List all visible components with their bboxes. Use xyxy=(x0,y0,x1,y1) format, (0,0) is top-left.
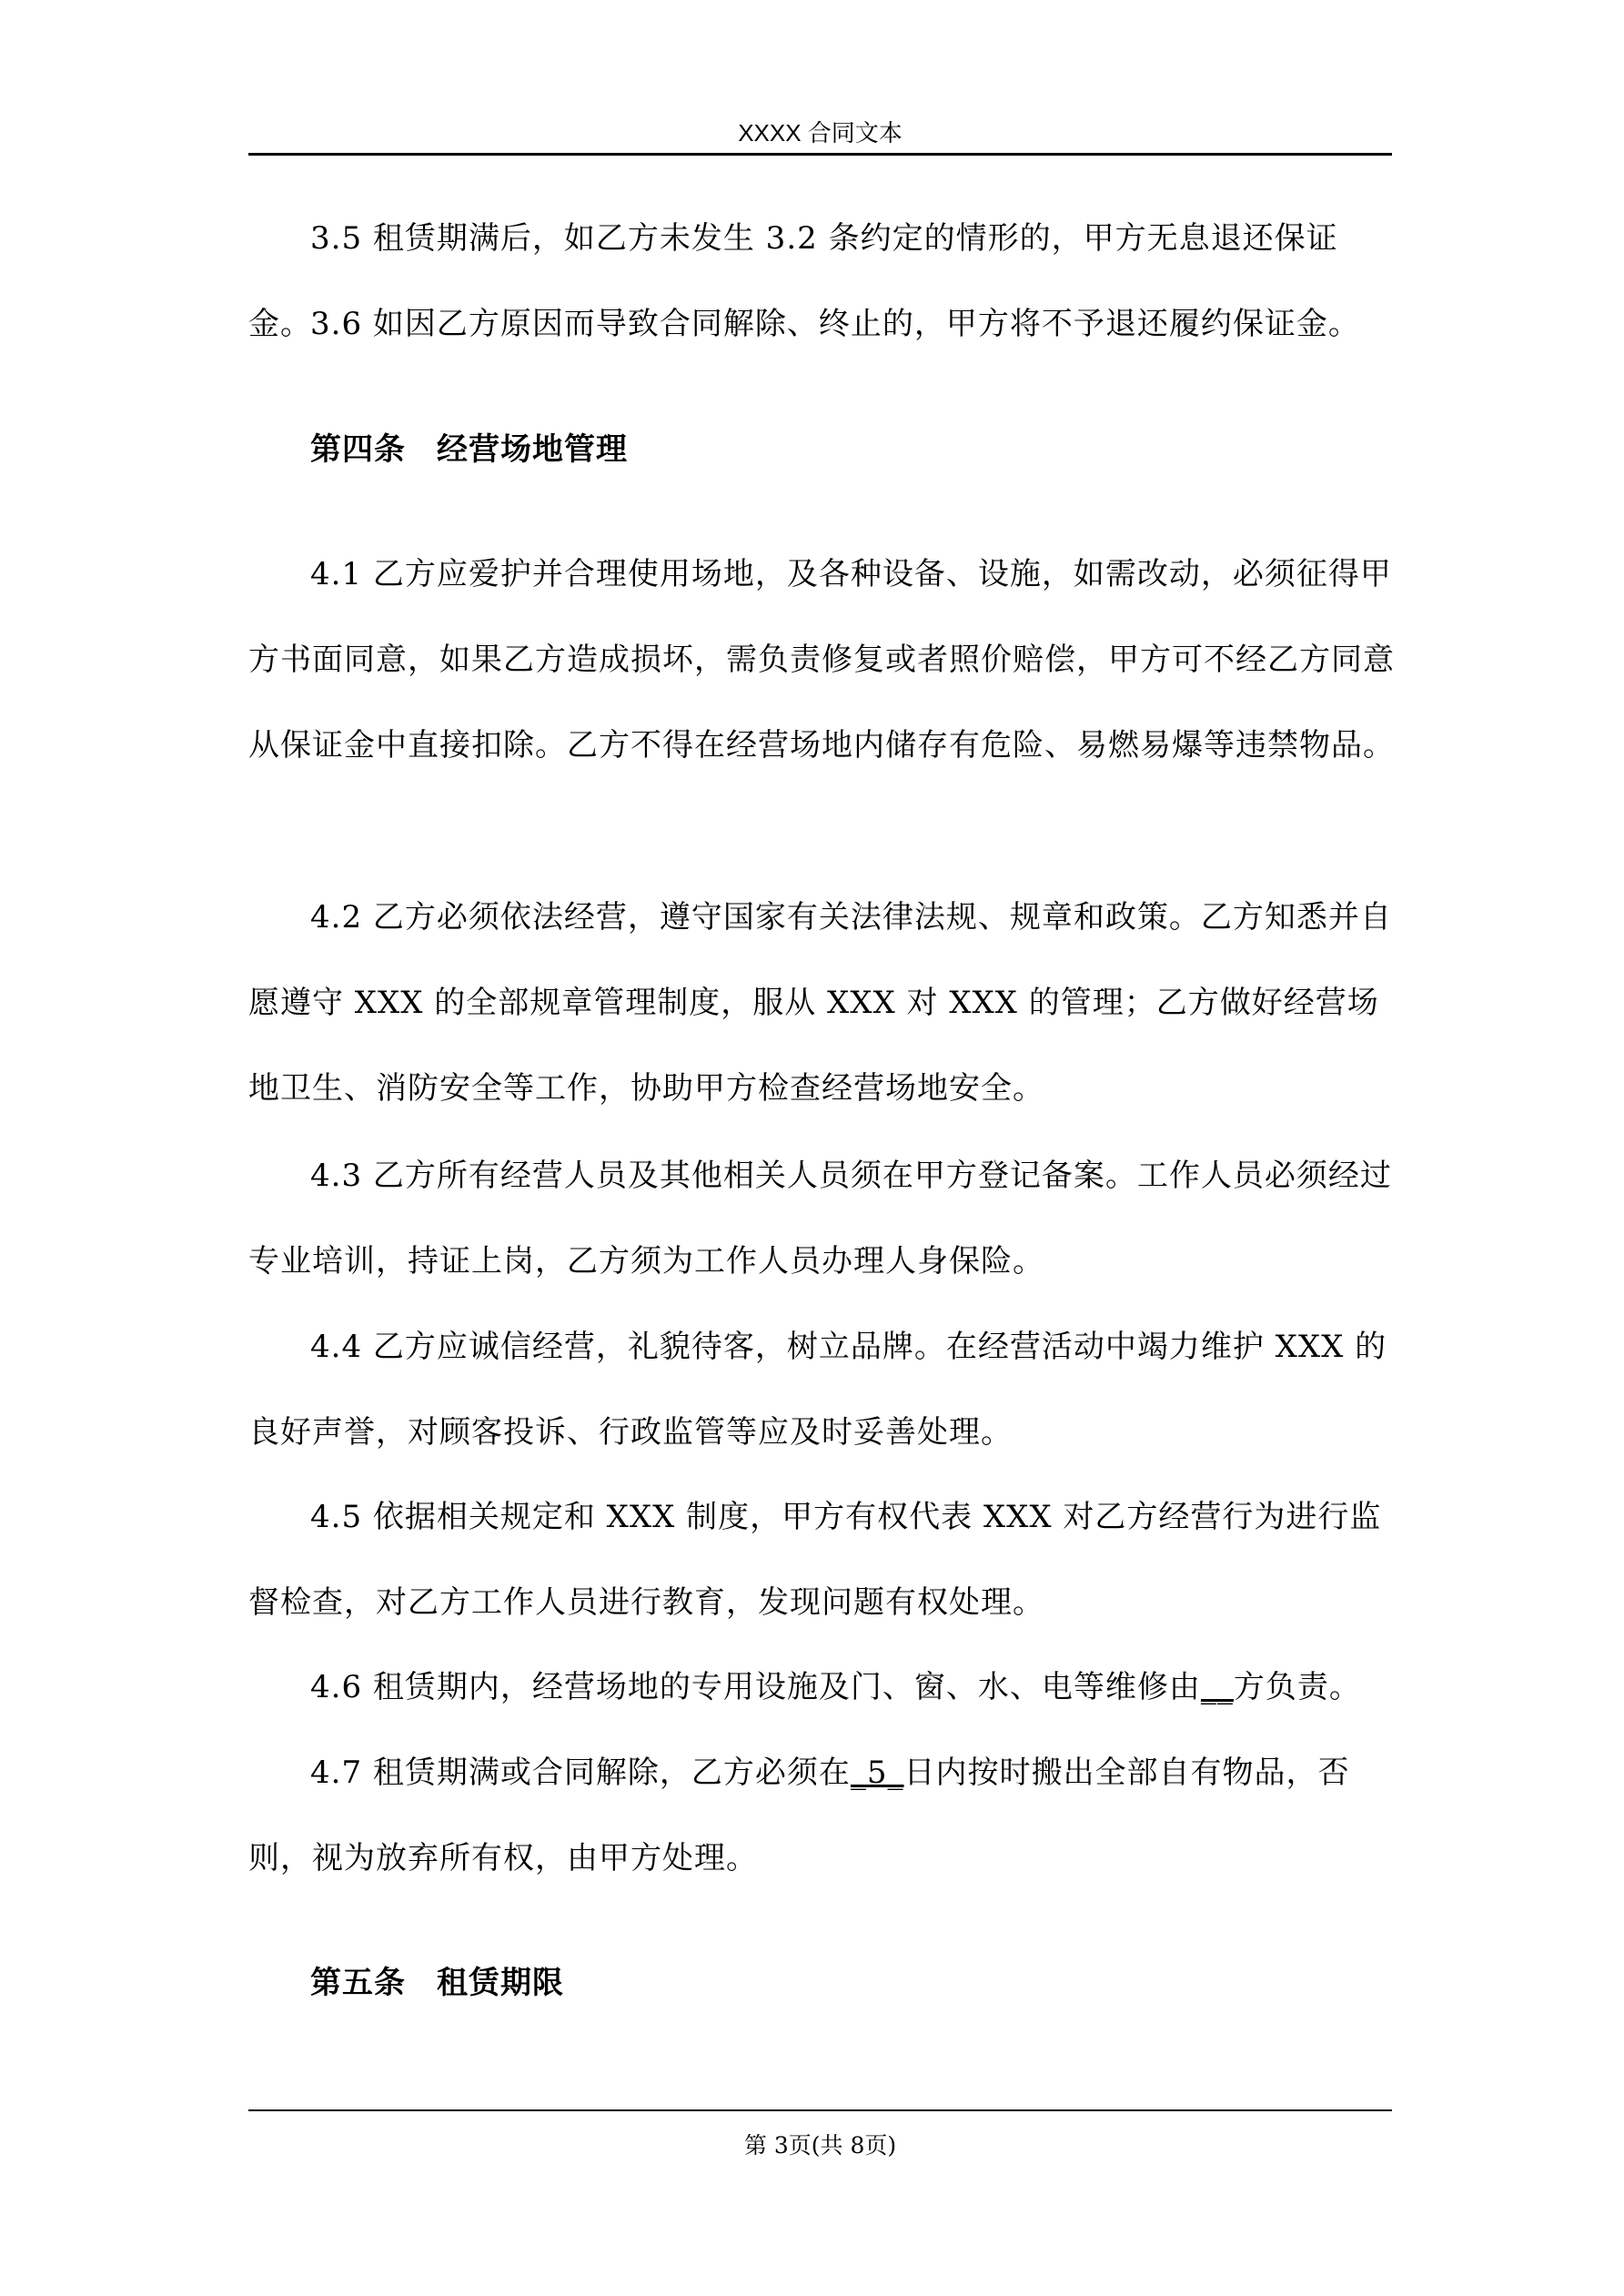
clause-4-4: 4.4 乙方应诚信经营，礼貌待客，树立品牌。在经营活动中竭力维护 XXX 的良好声誉，对顾客投诉、行政监管等应及时妥善处理。 xyxy=(248,1329,1387,1451)
clause-4-5: 4.5 依据相关规定和 XXX 制度，甲方有权代表 XXX 对乙方经营行为进行监督检查，对乙方工作人员进行教育，发现问题有权处理。 xyxy=(248,1499,1382,1621)
clause-4-7 xyxy=(248,1730,1397,1901)
clause-3-6: 3.6 如因乙方原因而导致合同解除、终止的，甲方将不予退还履约保证金。 xyxy=(310,306,1360,342)
article-4-heading xyxy=(310,422,628,477)
article-4-title: 经营场地管理 xyxy=(437,431,628,468)
clause-4-6-text-after: 方负责。 xyxy=(1233,1669,1361,1705)
clause-4-2: 4.2 乙方必须依法经营，遵守国家有关法律法规、规章和政策。乙方知悉并自愿遵守 XXX 的全部规章管理制度，服从 XXX 对 XXX 的管理；乙方做好经营场地卫生、消防安全等工作，协助甲方检查经营场地安全。 xyxy=(248,899,1392,1107)
clause-4-6 xyxy=(248,1644,1397,1730)
clause-4-6-blank: __ xyxy=(1200,1669,1234,1705)
clause-4-3: 4.3 乙方所有经营人员及其他相关人员须在甲方登记备案。工作人员必须经过专业培训，持证上岗，乙方须为工作人员办理人身保险。 xyxy=(248,1158,1392,1279)
article-5-title: 租赁期限 xyxy=(437,1965,564,2001)
page-number: 第 3页(共 8页) xyxy=(743,2132,897,2159)
article-5-heading xyxy=(310,1956,564,2010)
clause-4-1: 4.1 乙方应爱护并合理使用场地，及各种设备、设施，如需改动，必须征得甲方书面同意，如果乙方造成损坏，需负责修复或者照价赔偿，甲方可不经乙方同意从保证金中直接扣除。乙方不得在经营场地内储存有危险、易燃易爆等违禁物品。 xyxy=(248,556,1395,764)
clause-4-7-days: _5_ xyxy=(850,1755,904,1791)
page-header: XXXX 合同文本 xyxy=(738,119,903,147)
clause-3-5: 3.5 租赁期满后，如乙方未发生 3.2 条约定的情形的，甲方无息退还保证金。 xyxy=(248,220,1338,342)
article-5-number: 第五条 xyxy=(310,1965,406,2001)
header-divider xyxy=(248,153,1392,156)
footer-divider xyxy=(248,2109,1392,2111)
article-4-number: 第四条 xyxy=(310,431,406,468)
clause-4-7-text-after: 日内按时搬出全部自有物品，否则，视为放弃所有权，由甲方处理。 xyxy=(248,1755,1350,1876)
clause-4-7-text-before: 4.7 租赁期满或合同解除，乙方必须在 xyxy=(310,1755,851,1791)
clause-4-6-text-before: 4.6 租赁期内，经营场地的专用设施及门、窗、水、电等维修由 xyxy=(310,1669,1201,1705)
